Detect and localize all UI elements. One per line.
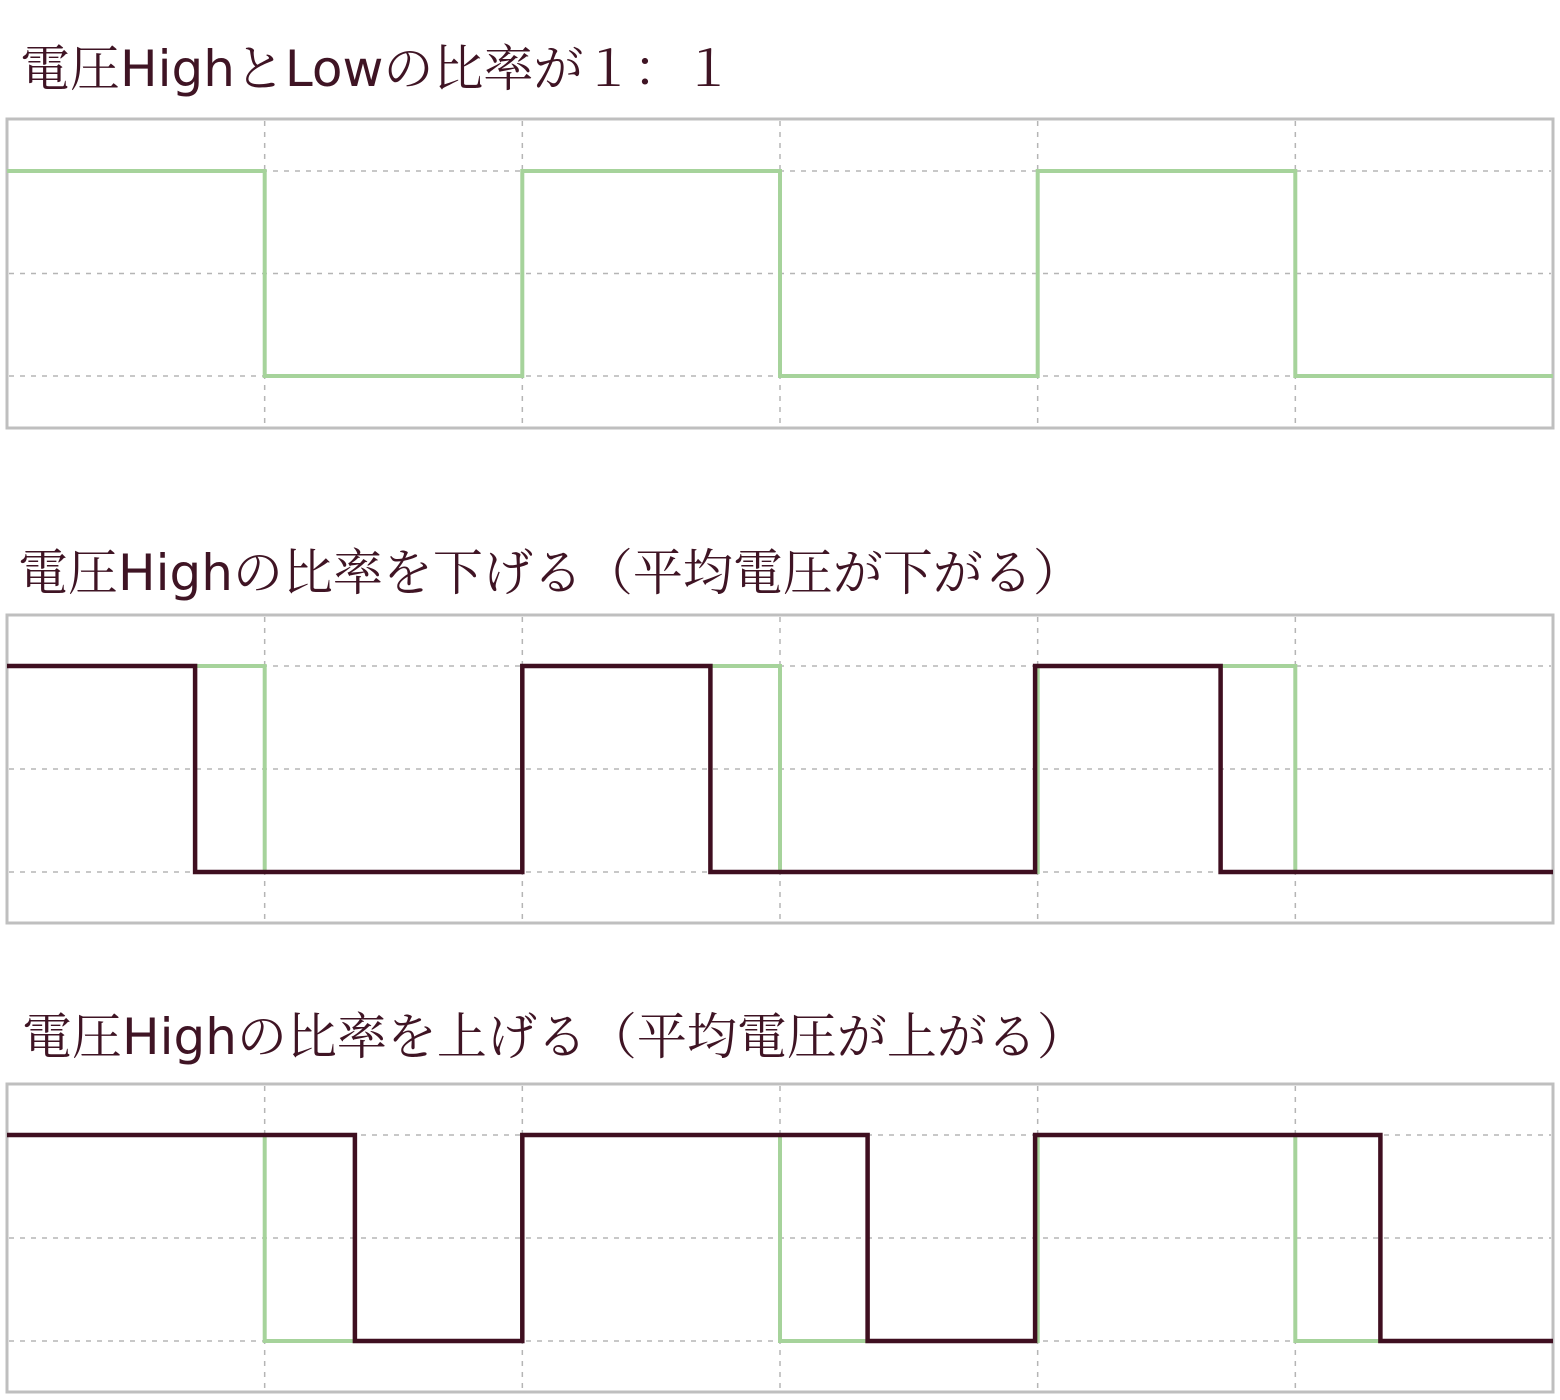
panel-title-equal-duty: 電圧HighとLowの比率が１：１ bbox=[20, 40, 734, 98]
panel-equal-duty bbox=[7, 119, 1553, 428]
panel-lower-duty bbox=[7, 615, 1553, 923]
panel-higher-duty bbox=[7, 1084, 1553, 1392]
panel-title-higher-duty: 電圧Highの比率を上げる（平均電圧が上がる） bbox=[22, 1008, 1087, 1066]
panel-title-lower-duty: 電圧Highの比率を下げる（平均電圧が下がる） bbox=[18, 544, 1083, 602]
